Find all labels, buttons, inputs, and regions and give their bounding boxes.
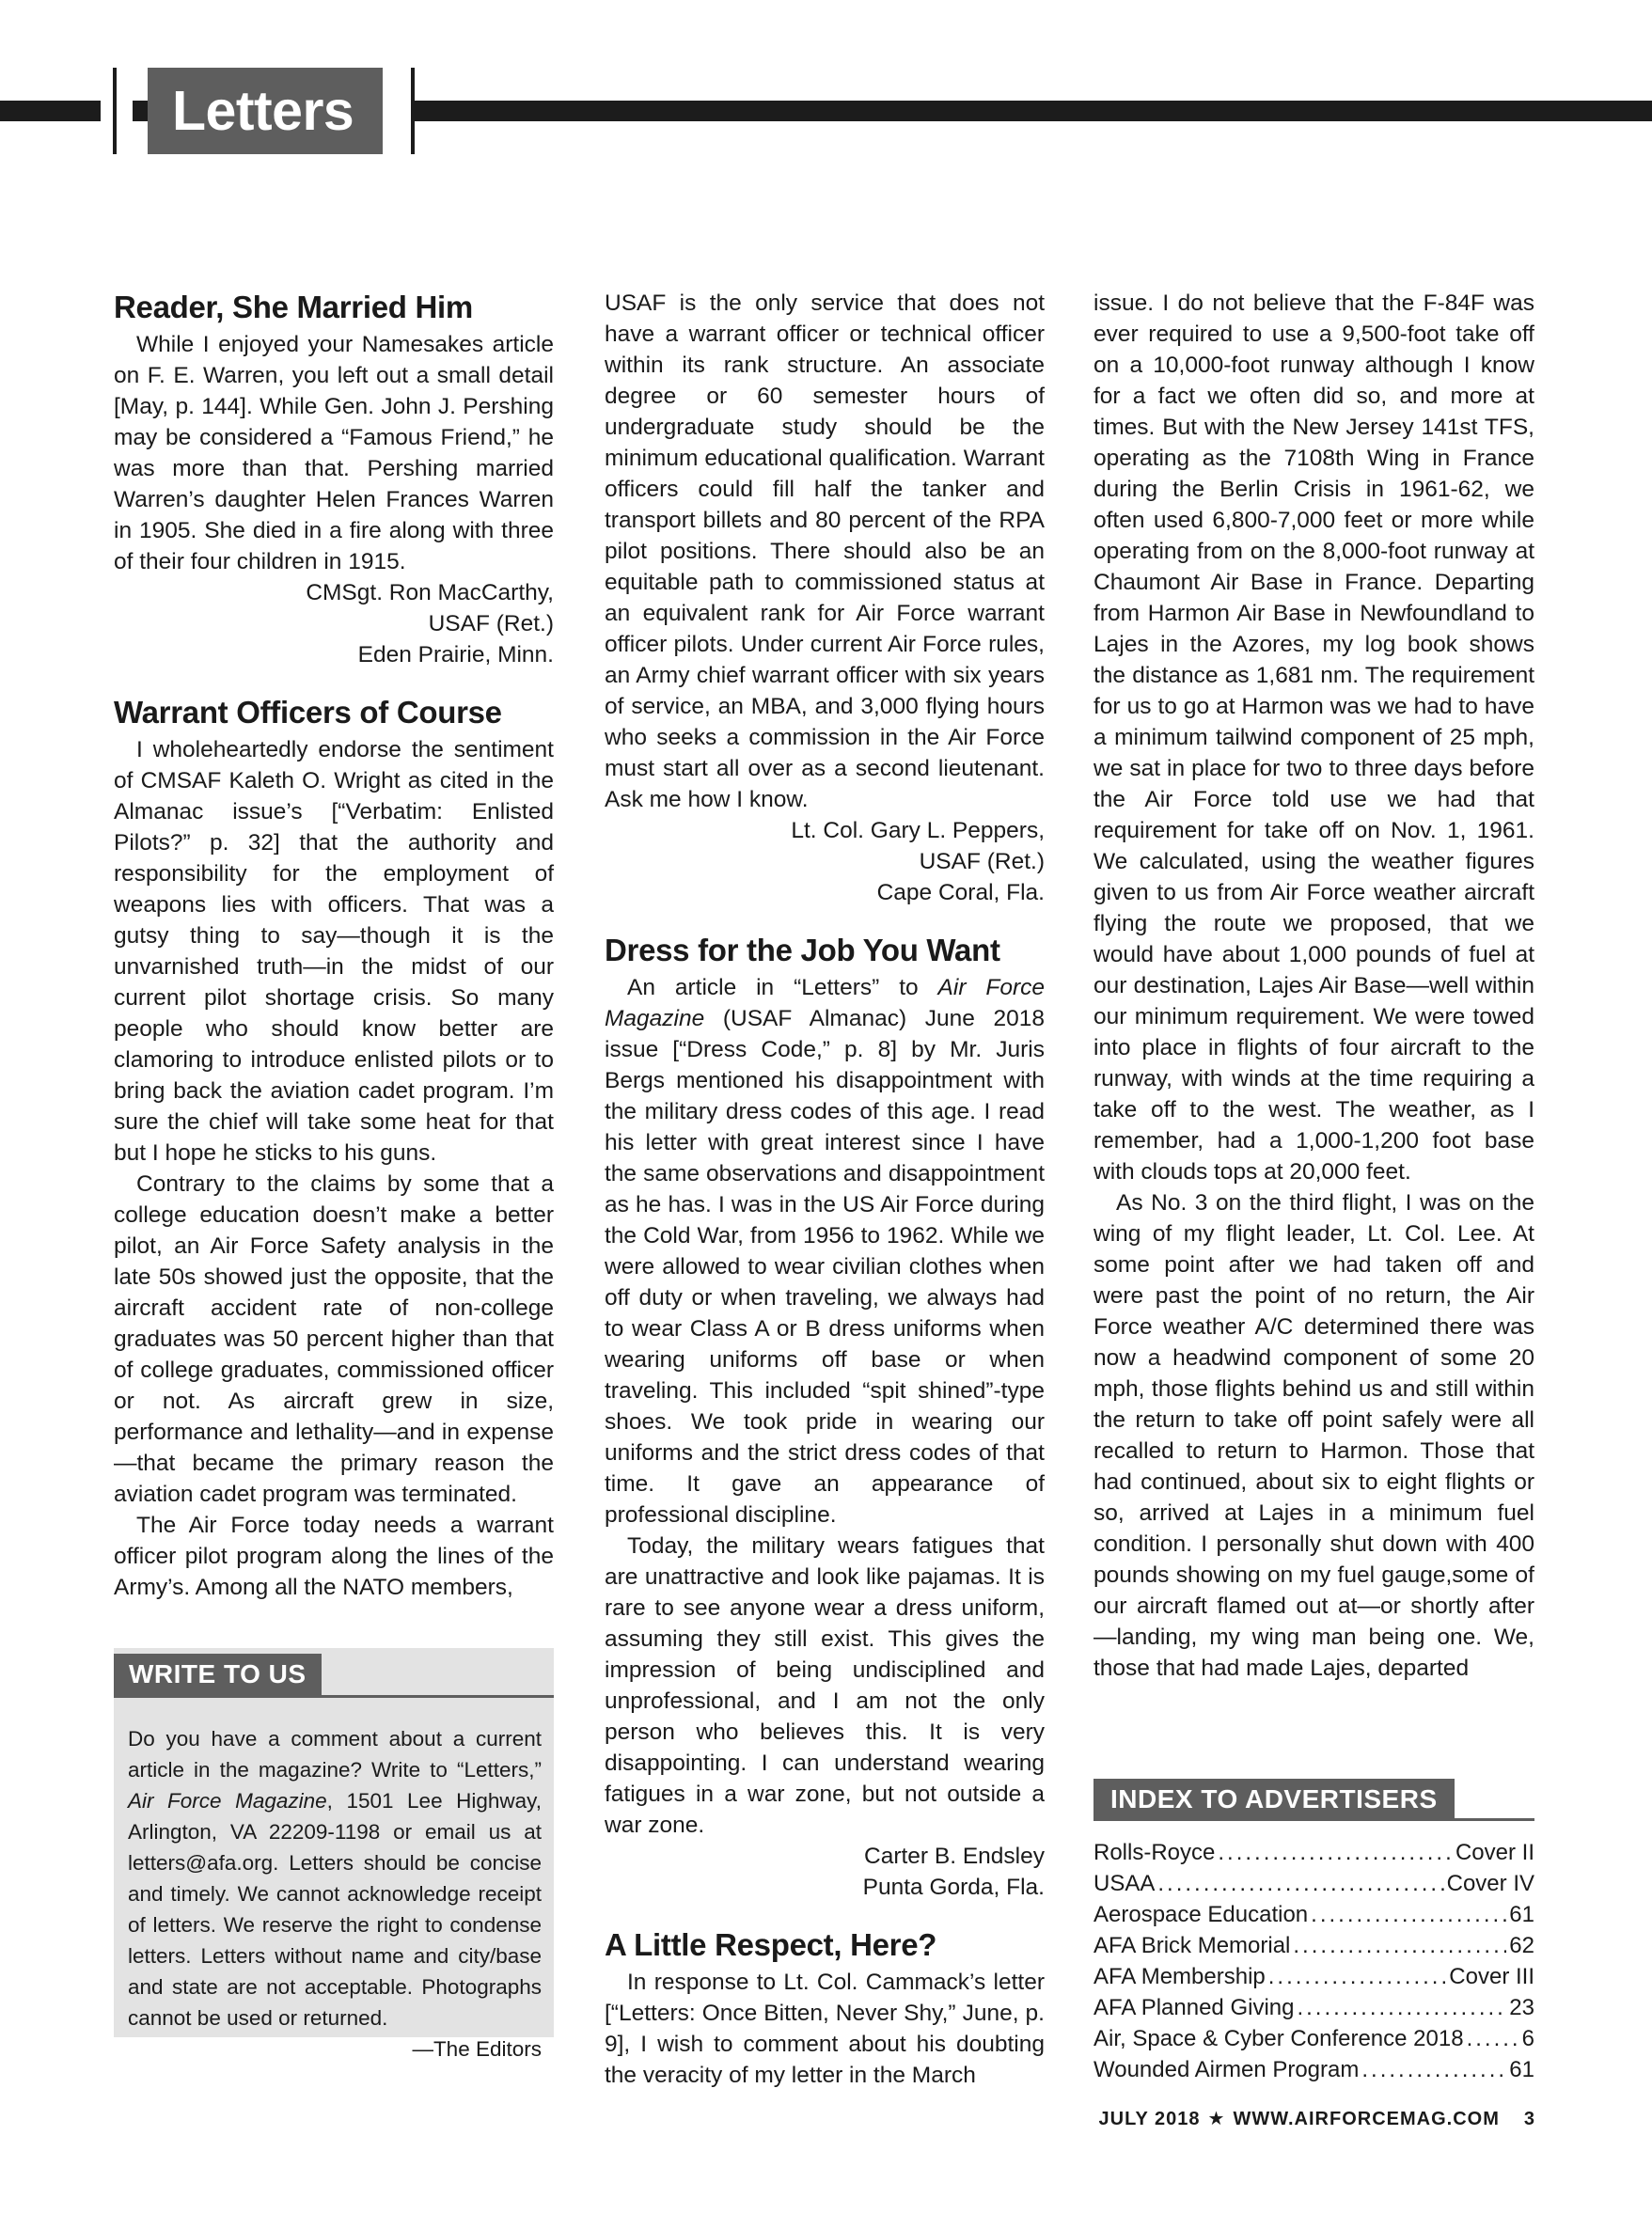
leader-dots — [1297, 1992, 1506, 2023]
header-tick-right — [411, 68, 415, 154]
header-gap-left — [101, 94, 133, 128]
advertiser-name: Rolls-Royce — [1093, 1840, 1216, 1865]
advertiser-name: Aerospace Education — [1093, 1902, 1309, 1927]
advertiser-page: Cover IV — [1446, 1871, 1534, 1896]
advertiser-page: Cover III — [1449, 1964, 1534, 1989]
signature-name: Carter B. Endsley — [864, 1844, 1045, 1869]
advertiser-page: 23 — [1509, 1995, 1534, 2020]
write-to-us-text: , 1501 Lee Highway, Arlington, VA 22209-1198 or email us at letters@afa.org. Letters should be concise and timely. We cannot acknowledge receipt of letters. We reserve the right to condense letters. Letters without name and city/base and state are not acceptable. Photographs cannot be used or returned. — [128, 1789, 542, 2030]
website-url: WWW.AIRFORCEMAG.COM — [1233, 2109, 1500, 2129]
letter-title: Warrant Officers of Course — [114, 695, 502, 730]
leader-dots — [1157, 1868, 1443, 1899]
letter-body: Today, the military wears fatigues that are unattractive and look like pajamas. It is rare to see anyone wear a dress uniform, assuming they still exist. This gives the impression of being undisciplined and unprofessional, and I am not the only person who believes this. It is very disappointing. I can understand wearing fatigues in a war zone, but not outside a war zone. — [605, 1533, 1045, 1838]
signature-location: Eden Prairie, Minn. — [357, 642, 554, 667]
letter-body: As No. 3 on the third flight, I was on the wing of my flight leader, Lt. Col. Lee. At some point after we had taken off and were past the point of no return, the Air Force weather A/C determined there was now a headwind component of some 20 mph, those flights behind us and still within the return to take off point safely were all recalled to return to Harmon. Those that had continued, about six to eight flights or so, arrived at Lajes in a minimum fuel condition. I personally shut down with 400 pounds showing on my fuel gauge,some of our aircraft flamed out at—or shortly after—landing, my wing man being one. We, those that had made Lajes, departed — [1093, 1190, 1534, 1681]
letter-signature — [114, 577, 554, 670]
letter-body: I wholeheartedly endorse the sentiment of CMSAF Kaleth O. Wright as cited in the Almanac issue’s [“Verbatim: Enlisted Pilots?” p. 32] that the authority and responsibility for the employment of weapons lies with officers. That was a gutsy thing to say—though it is the unvarnished truth—in the midst of our current pilot shortage crisis. So many people who should know better are clamoring to introduce enlisted pilots or to bring back the aviation cadet program. I’m sure the chief will take some heat for that but I hope he sticks to his guns. — [114, 737, 554, 1166]
header-gap-right — [383, 94, 415, 128]
magazine-name: Air Force Magazine — [128, 1789, 327, 1813]
letter-signature — [605, 1841, 1045, 1903]
letter-body — [605, 972, 1045, 1531]
advertiser-name: AFA Planned Giving — [1093, 1995, 1295, 2020]
signature-name: Lt. Col. Gary L. Peppers, — [791, 818, 1045, 843]
column-2 — [605, 288, 1045, 2091]
write-to-us-title: WRITE TO US — [114, 1654, 322, 1695]
leader-dots — [1361, 2054, 1506, 2085]
column-1 — [114, 288, 554, 1603]
write-to-us-box — [114, 1648, 554, 2061]
page-footer — [1099, 2107, 1535, 2130]
leader-dots — [1467, 2023, 1519, 2054]
letter-body: In response to Lt. Col. Cammack’s letter [“Letters: Once Bitten, Never Shy,” June, p. 9], I wish to comment about his doubting the veracity of my letter in the March — [605, 1970, 1045, 2088]
letter-text: An article in “Letters” to — [627, 975, 938, 1000]
signature-name: CMSgt. Ron MacCarthy, — [306, 580, 554, 605]
index-row — [1093, 1961, 1534, 1992]
letter-title: A Little Respect, Here? — [605, 1927, 937, 1962]
advertiser-page: Cover II — [1455, 1840, 1534, 1865]
signature-location: Cape Coral, Fla. — [876, 880, 1045, 905]
index-to-advertisers — [1093, 1779, 1534, 2085]
index-row — [1093, 2054, 1534, 2085]
advertiser-name: AFA Membership — [1093, 1964, 1266, 1989]
leader-dots — [1311, 1899, 1506, 1930]
advertiser-page: 6 — [1521, 2026, 1534, 2051]
letter-title: Reader, She Married Him — [114, 290, 473, 324]
section-tab: Letters — [148, 68, 383, 154]
advertiser-name: Air, Space & Cyber Conference 2018 — [1093, 2026, 1464, 2051]
page-number: 3 — [1523, 2109, 1535, 2129]
index-row — [1093, 1868, 1534, 1899]
letter-title: Dress for the Job You Want — [605, 933, 1000, 967]
advertiser-page: 62 — [1509, 1933, 1534, 1958]
signature-location: Punta Gorda, Fla. — [862, 1875, 1045, 1900]
leader-dots — [1293, 1930, 1506, 1961]
letter-body: While I enjoyed your Namesakes article on F. E. Warren, you left out a small detail [May, p. 144]. While Gen. John J. Pershing may be considered a “Famous Friend,” he was more than that. Pershing married Warren’s daughter Helen Frances Warren in 1905. She died in a fire along with three of their four children in 1915. — [114, 332, 554, 574]
advertiser-name: Wounded Airmen Program — [1093, 2057, 1360, 2082]
advertiser-page: 61 — [1509, 1902, 1534, 1927]
advertiser-name: AFA Brick Memorial — [1093, 1933, 1291, 1958]
advertiser-page: 61 — [1509, 2057, 1534, 2082]
index-title: INDEX TO ADVERTISERS — [1093, 1779, 1455, 1820]
signature-rank: USAF (Ret.) — [919, 849, 1045, 874]
signature-rank: USAF (Ret.) — [428, 611, 554, 636]
column-3 — [1093, 288, 1534, 1684]
letter-body: Contrary to the claims by some that a college education doesn’t make a better pilot, an Air Force Safety analysis in the late 50s showed just the opposite, that the aircraft accident rate of non-college graduates was 50 percent higher than that of college graduates, commissioned officer or not. As aircraft grew in size, performance and lethality—and in expense—that became the primary reason the aviation cadet program was terminated. — [114, 1171, 554, 1507]
star-icon: ★ — [1207, 2109, 1226, 2129]
leader-dots — [1268, 1961, 1447, 1992]
index-row — [1093, 1992, 1534, 2023]
index-row — [1093, 2023, 1534, 2054]
write-to-us-text: Do you have a comment about a current article in the magazine? Write to “Letters,” — [128, 1727, 542, 1782]
issue-date: JULY 2018 — [1098, 2109, 1201, 2129]
index-row — [1093, 1930, 1534, 1961]
letter-signature — [605, 815, 1045, 908]
editors-signature: —The Editors — [412, 2037, 542, 2061]
letter-body: The Air Force today needs a warrant officer pilot program along the lines of the Army’s. Among all the NATO members, — [114, 1513, 554, 1600]
index-list — [1093, 1837, 1534, 2085]
leader-dots — [1218, 1837, 1453, 1868]
header-tick-left — [113, 68, 117, 154]
index-row — [1093, 1899, 1534, 1930]
magazine-name: Air Force Magazine — [605, 975, 1045, 1031]
write-to-us-rule — [114, 1695, 554, 1698]
letter-body: USAF is the only service that does not have a warrant officer or technical officer within its rank structure. An associate degree or 60 semester hours of undergraduate study should be the minimum educational qualification. Warrant officers could fill half the tanker and transport billets and 80 percent of the RPA pilot positions. There should also be an equitable path to commissioned status at an equivalent rank for Air Force warrant officer pilots. Under current Air Force rules, an Army chief warrant officer with six years of service, an MBA, and 3,000 flying hours who seeks a commission in the Air Force must start all over as a second lieutenant. Ask me how I know. — [605, 290, 1045, 812]
letter-body: issue. I do not believe that the F-84F was ever required to use a 9,500-foot take off on a 10,000-foot runway although I know for a fact we often did so, and more at times. But with the New Jersey 141st TFS, operating as the 7108th Wing in France during the Berlin Crisis in 1961-62, we often used 6,800-7,000 feet or more while operating from on the 8,000-foot runway at Chaumont Air Base in France. Departing from Harmon Air Base in Newfoundland to Lajes in the Azores, my log book shows the distance as 1,681 nm. The requirement for us to go at Harmon was we had to have a minimum tailwind component of 25 mph, we sat in place for two to three days before the Air Force told use we had that requirement for take off on Nov. 1, 1961. We calculated, using the weather figures given to us from Air Force weather aircraft flying the route we proposed, that we would have about 1,000 pounds of fuel at our destination, Lajes Air Base—well within our minimum requirement. We were towed into place in flights of four aircraft to the runway, with winds at the time requiring a take off to the west. The weather, as I remember, had a 1,000-1,200 foot base with clouds tops at 20,000 feet. — [1093, 290, 1534, 1185]
write-to-us-body — [128, 1723, 542, 2065]
letter-text: (USAF Almanac) June 2018 issue [“Dress Code,” p. 8] by Mr. Juris Bergs mentioned his disappointment with the military dress codes of this age. I read his letter with great interest since I have the same observations and disappointment as he has. I was in the US Air Force during the Cold War, from 1956 to 1962. While we were allowed to wear civilian clothes when off duty or when traveling, we always had to wear Class A or B dress uniforms when wearing uniforms off base or when traveling. This included “spit shined”-type shoes. We took pride in wearing our uniforms and the strict dress codes of that time. It gave an appearance of professional discipline. — [605, 1006, 1045, 1528]
index-rule — [1093, 1818, 1534, 1821]
advertiser-name: USAA — [1093, 1871, 1156, 1896]
index-row — [1093, 1837, 1534, 1868]
